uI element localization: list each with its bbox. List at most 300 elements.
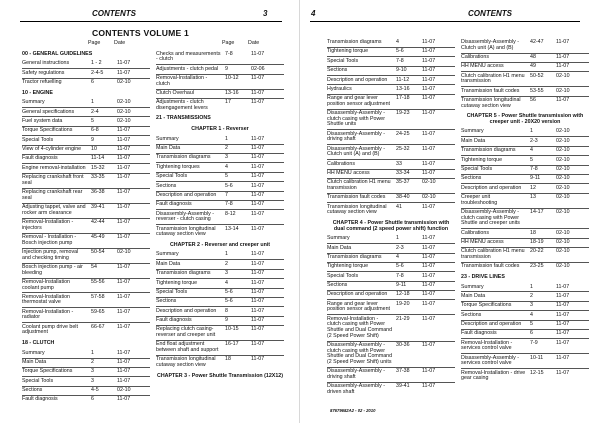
toc-entry-title: Description and operation bbox=[327, 76, 388, 83]
toc-entry-title: Sections bbox=[461, 311, 482, 318]
toc-entry-title: General instructions bbox=[22, 60, 70, 67]
toc-entry-page: 6 bbox=[530, 330, 533, 337]
toc-entry bbox=[22, 71, 150, 77]
toc-entry-revision: 02-10 bbox=[556, 238, 570, 245]
toc-entry bbox=[156, 137, 284, 143]
toc-entry-title: Replacing clutch casing-reverser and creeper unit bbox=[156, 326, 216, 338]
entry-divider bbox=[156, 259, 284, 260]
toc-entry-page: 30-36 bbox=[396, 341, 410, 348]
toc-entry bbox=[461, 249, 589, 260]
toc-entry-page: 16-17 bbox=[225, 341, 239, 348]
toc-entry bbox=[461, 40, 589, 51]
toc-entry-page: 1 bbox=[396, 235, 399, 242]
toc-entry bbox=[461, 98, 589, 109]
toc-entry-title: Removal-Installation - services control valve bbox=[461, 339, 513, 352]
volume-title: CONTENTS VOLUME 1 bbox=[92, 28, 189, 38]
toc-entry-title: Summary bbox=[156, 251, 179, 258]
toc-entry-page: 10-15 bbox=[225, 326, 239, 333]
toc-entry bbox=[461, 148, 589, 154]
toc-entry-revision: 02-10 bbox=[556, 128, 570, 135]
toc-entry-page: 2 bbox=[225, 260, 228, 267]
toc-entry-page: 24-25 bbox=[396, 130, 410, 137]
toc-entry-page: 3 bbox=[225, 270, 228, 277]
entry-divider bbox=[461, 71, 589, 72]
toc-entry-page: 5-6 bbox=[225, 298, 233, 305]
toc-entry-title: Replacing crankshaft rear seal bbox=[22, 189, 83, 201]
toc-entry bbox=[461, 186, 589, 192]
toc-entry-revision: 11-07 bbox=[117, 349, 131, 356]
toc-entry-title: Disassembly-Assembly - services control valve bbox=[461, 354, 519, 367]
toc-entry-revision: 11-07 bbox=[251, 210, 265, 217]
toc-entry bbox=[461, 313, 589, 319]
toc-entry-title: Transmission diagrams bbox=[461, 147, 516, 154]
toc-entry-page: 25-32 bbox=[396, 145, 410, 152]
toc-entry-page: 2 bbox=[530, 292, 533, 299]
toc-entry-title: Removal-Installation - drive gear casing bbox=[461, 369, 526, 382]
toc-entry bbox=[327, 255, 455, 261]
toc-entry-page: 9-11 bbox=[530, 175, 541, 182]
toc-entry-title: Summary bbox=[22, 99, 45, 106]
column-header-spacer bbox=[156, 41, 222, 47]
entry-divider bbox=[156, 278, 284, 279]
toc-entry-title: Summary bbox=[461, 283, 484, 290]
entry-divider bbox=[327, 84, 455, 85]
toc-entry-title: Replacing crankshaft front seal bbox=[22, 174, 84, 186]
toc-entry-page: 6 bbox=[91, 396, 94, 403]
toc-entry-title: Clutch calibration H1 menu transmission bbox=[461, 72, 525, 85]
toc-entry-title: Fault diagnosis bbox=[461, 330, 497, 337]
toc-entry-title: General specifications bbox=[22, 108, 75, 115]
entry-divider bbox=[461, 155, 589, 156]
toc-entry-revision: 11-07 bbox=[422, 39, 436, 45]
toc-entry bbox=[22, 379, 150, 385]
toc-entry-page: 3 bbox=[91, 377, 94, 384]
toc-entry-title: Transmission fault codes bbox=[461, 87, 520, 94]
toc-entry-page: 33 bbox=[396, 160, 402, 167]
toc-entry-title: Sections bbox=[327, 67, 348, 74]
toc-entry-page: 38-40 bbox=[396, 194, 410, 201]
toc-entry bbox=[461, 129, 589, 135]
toc-entry-page: 5 bbox=[530, 321, 533, 327]
toc-entry bbox=[461, 176, 589, 182]
toc-entry bbox=[327, 78, 455, 84]
toc-entry-revision: 02-10 bbox=[117, 387, 131, 394]
toc-column-1 bbox=[22, 41, 150, 403]
column-header bbox=[156, 41, 284, 47]
toc-entry-revision: 11-07 bbox=[117, 396, 131, 403]
toc-entry-page: 6-8 bbox=[91, 127, 99, 134]
right-header-page-number: 4 bbox=[311, 9, 316, 18]
toc-entry-page: 55-56 bbox=[91, 278, 105, 285]
toc-entry-page: 42-44 bbox=[91, 219, 105, 226]
toc-entry-title: Removal-Installation - clutch bbox=[156, 74, 208, 87]
toc-entry-page: 13-16 bbox=[396, 85, 410, 92]
toc-entry bbox=[22, 295, 150, 306]
toc-entry-revision: 02-10 bbox=[556, 175, 570, 182]
entry-divider bbox=[461, 353, 589, 354]
toc-entry-title: Special Tools bbox=[22, 377, 54, 384]
toc-entry-page: 3 bbox=[91, 368, 94, 375]
toc-entry-revision: 11-07 bbox=[251, 279, 265, 286]
toc-entry-title: Description and operation bbox=[461, 184, 522, 191]
toc-entry-page: 2-4-5 bbox=[91, 69, 104, 76]
toc-entry-revision: 02-10 bbox=[556, 156, 570, 163]
toc-entry-title: Disassembly-Assembly - Clutch unit (A) and (B) bbox=[461, 39, 519, 51]
toc-entry-revision: 02-10 bbox=[422, 179, 436, 186]
toc-entry-title: Main Data bbox=[461, 137, 486, 144]
toc-entry-title: End float adjustment between shaft and support bbox=[156, 341, 219, 353]
toc-entry-revision: 11-07 bbox=[556, 53, 570, 60]
toc-entry bbox=[156, 174, 284, 180]
toc-entry-revision: 11-07 bbox=[117, 219, 131, 226]
toc-entry-revision: 11-07 bbox=[251, 191, 265, 198]
toc-entry-page: 1 bbox=[225, 135, 228, 142]
toc-entry bbox=[156, 290, 284, 296]
toc-entry-page: 12-18 bbox=[396, 291, 410, 298]
toc-entry bbox=[156, 193, 284, 199]
toc-entry-title: Main Data bbox=[327, 244, 352, 251]
toc-entry bbox=[461, 356, 589, 367]
toc-entry-title: Safety regulations bbox=[22, 69, 65, 76]
toc-entry-title: Torque Specifications bbox=[461, 302, 512, 309]
entry-divider bbox=[327, 144, 455, 145]
toc-entry bbox=[156, 262, 284, 268]
toc-entry bbox=[156, 184, 284, 190]
entry-divider bbox=[327, 271, 455, 272]
toc-entry-revision: 02-10 bbox=[556, 72, 570, 79]
toc-entry bbox=[156, 227, 284, 238]
toc-entry-title: Adjustments - clutch disengagement levers bbox=[156, 99, 208, 111]
toc-entry-title: Removal-Installation thermostat valve bbox=[22, 293, 70, 306]
entry-divider bbox=[461, 183, 589, 184]
toc-entry-page: 45-49 bbox=[91, 234, 105, 240]
toc-entry-revision: 11-07 bbox=[422, 95, 436, 102]
toc-entry-title: Transmission fault codes bbox=[327, 194, 386, 201]
toc-entry-page: 9-10 bbox=[396, 67, 407, 74]
toc-entry-page: 4 bbox=[225, 163, 228, 170]
toc-entry-page: 4 bbox=[396, 39, 399, 45]
toc-entry-title: Description and operation bbox=[461, 321, 522, 327]
toc-entry bbox=[22, 250, 150, 261]
toc-entry-revision: 11-07 bbox=[251, 154, 265, 161]
toc-entry-revision: 02-10 bbox=[117, 108, 131, 115]
toc-entry bbox=[461, 285, 589, 291]
toc-entry bbox=[327, 317, 455, 339]
entry-divider bbox=[461, 86, 589, 87]
toc-entry-revision: 11-07 bbox=[251, 74, 265, 81]
toc-entry-page: 37-38 bbox=[396, 368, 410, 375]
column-header-page: Page bbox=[222, 40, 235, 46]
toc-entry bbox=[156, 299, 284, 305]
toc-entry bbox=[156, 318, 284, 324]
toc-entry-page: 11-12 bbox=[396, 76, 410, 83]
toc-entry-title: Transmission longitudinal cutaway section view bbox=[156, 356, 216, 368]
toc-entry bbox=[327, 292, 455, 298]
entry-divider bbox=[22, 322, 150, 323]
toc-entry bbox=[22, 166, 150, 172]
toc-entry-page: 21-29 bbox=[396, 315, 410, 322]
entry-divider bbox=[22, 135, 150, 136]
toc-entry-page: 10-12 bbox=[225, 74, 239, 81]
toc-entry-page: 1 - 2 bbox=[91, 60, 102, 67]
toc-entry-title: Transmission diagrams bbox=[156, 270, 211, 277]
toc-entry-page: 5-6 bbox=[396, 48, 404, 55]
toc-entry-revision: 11-07 bbox=[117, 174, 131, 181]
entry-divider bbox=[22, 292, 150, 293]
toc-entry-page: 18 bbox=[530, 229, 536, 236]
toc-entry-revision: 02-06 bbox=[251, 65, 265, 72]
toc-entry-revision: 11-07 bbox=[117, 136, 131, 143]
toc-entry bbox=[461, 158, 589, 164]
toc-entry-revision: 11-07 bbox=[117, 164, 131, 171]
entry-divider bbox=[22, 68, 150, 69]
toc-entry-title: Fuel system data bbox=[22, 117, 63, 124]
toc-entry-revision: 11-07 bbox=[422, 130, 436, 137]
toc-entry bbox=[22, 205, 150, 216]
toc-entry-page: 9 bbox=[91, 136, 94, 143]
toc-entry-page: 59-65 bbox=[91, 308, 105, 315]
toc-entry bbox=[22, 175, 150, 186]
toc-entry-title: Clutch calibration H1 menu transmission bbox=[327, 179, 391, 192]
toc-entry-page: 4 bbox=[396, 253, 399, 260]
toc-entry-title: Fault diagnosis bbox=[22, 396, 58, 403]
toc-entry bbox=[156, 281, 284, 287]
toc-entry-revision: 11-07 bbox=[251, 89, 265, 96]
toc-entry bbox=[327, 302, 455, 313]
toc-entry bbox=[327, 264, 455, 270]
toc-entry-page: 41 bbox=[396, 203, 402, 210]
toc-entry-title: Special Tools bbox=[327, 272, 359, 279]
toc-entry bbox=[327, 171, 455, 177]
toc-entry bbox=[156, 155, 284, 161]
toc-entry bbox=[156, 165, 284, 171]
section-heading: 00 - GENERAL GUIDELINES bbox=[22, 50, 93, 57]
toc-entry-revision: 02-10 bbox=[117, 248, 131, 255]
toc-entry bbox=[156, 357, 284, 368]
toc-entry-revision: 11-07 bbox=[117, 323, 131, 330]
toc-entry-revision: 11-07 bbox=[556, 63, 570, 70]
entry-divider bbox=[461, 136, 589, 137]
toc-entry-title: Calibrations bbox=[327, 160, 355, 167]
toc-entry bbox=[156, 52, 284, 63]
toc-entry-page: 7 bbox=[225, 191, 228, 198]
toc-entry-revision: 11-07 bbox=[117, 368, 131, 375]
toc-entry-page: 7-8 bbox=[396, 57, 404, 64]
toc-entry-title: Special Tools bbox=[461, 165, 493, 172]
toc-entry-page: 9 bbox=[225, 317, 228, 324]
toc-entry-revision: 11-07 bbox=[251, 201, 265, 208]
toc-entry-title: Bosch injection pump - air bleeding bbox=[22, 263, 83, 276]
toc-entry-page: 1 bbox=[530, 128, 533, 135]
toc-entry-revision: 11-07 bbox=[251, 326, 265, 333]
toc-entry-revision: 02-10 bbox=[556, 263, 570, 270]
toc-entry-page: 20-22 bbox=[530, 248, 544, 255]
toc-entry-revision: 11-07 bbox=[556, 330, 570, 337]
toc-entry bbox=[22, 280, 150, 291]
toc-entry bbox=[461, 139, 589, 145]
toc-entry-revision: 02-10 bbox=[556, 137, 570, 144]
toc-entry-title: Main Data bbox=[156, 145, 181, 152]
left-header-rule bbox=[20, 21, 282, 22]
toc-entry-revision: 02-10 bbox=[117, 117, 131, 124]
toc-entry-revision: 11-07 bbox=[251, 270, 265, 277]
toc-column-4 bbox=[461, 40, 589, 382]
entry-divider bbox=[156, 306, 284, 307]
entry-divider bbox=[461, 338, 589, 339]
toc-entry-title: Transmission longitudinal cutaway section view bbox=[156, 225, 216, 238]
toc-entry-page: 5-6 bbox=[225, 288, 233, 295]
toc-entry bbox=[327, 384, 455, 395]
toc-entry bbox=[22, 397, 150, 403]
toc-entry-page: 6 bbox=[91, 78, 94, 85]
toc-entry-revision: 11-07 bbox=[117, 293, 131, 300]
toc-entry-revision: 11-07 bbox=[251, 298, 265, 305]
toc-entry-title: Sections bbox=[156, 298, 177, 305]
toc-entry-revision: 11-07 bbox=[117, 204, 131, 211]
toc-entry-page: 7-8 bbox=[225, 50, 233, 57]
toc-entry-title: Transmission diagrams bbox=[327, 39, 382, 45]
toc-entry-revision: 11-07 bbox=[117, 263, 131, 270]
toc-entry-page: 1 bbox=[91, 349, 94, 356]
toc-entry-revision: 11-07 bbox=[117, 60, 131, 67]
entry-divider bbox=[156, 209, 284, 210]
entry-divider bbox=[461, 368, 589, 369]
toc-entry-title: Removal-Installation - clutch casing with Power Shuttle and Dual Command (2 Speed Power Shift) bbox=[327, 315, 393, 339]
entry-divider bbox=[327, 314, 455, 315]
toc-entry-title: Main Data bbox=[156, 260, 181, 267]
toc-entry-page: 4 bbox=[530, 147, 533, 154]
toc-entry-title: Coolant pump drive belt adjustment bbox=[22, 323, 78, 336]
toc-entry-page: 15-32 bbox=[91, 164, 105, 171]
toc-entry-title: Summary bbox=[461, 128, 484, 135]
toc-entry-page: 10 bbox=[91, 146, 97, 152]
toc-entry-revision: 11-07 bbox=[422, 57, 436, 64]
toc-entry bbox=[156, 212, 284, 223]
section-heading: CHAPTER 1 - Reverser bbox=[191, 126, 249, 133]
toc-entry-title: Tightening torque bbox=[156, 279, 198, 286]
entry-divider bbox=[327, 56, 455, 57]
toc-entry-revision: 11-07 bbox=[251, 260, 265, 267]
toc-entry-title: Removal-Installation - radiator bbox=[22, 308, 74, 321]
toc-entry-title: Disassembly-Assembly - clutch casing with Power Shuttle units bbox=[327, 110, 385, 128]
toc-entry-page: 13 bbox=[530, 194, 536, 201]
toc-entry-revision: 11-07 bbox=[422, 203, 436, 210]
toc-entry bbox=[461, 322, 589, 328]
toc-entry bbox=[327, 87, 455, 93]
toc-entry-title: Description and operation bbox=[156, 307, 217, 314]
toc-entry bbox=[461, 264, 589, 270]
section-heading: CHAPTER 3 - Power Shuttle Transmission (12X12) bbox=[157, 372, 283, 379]
toc-entry-revision: 11-07 bbox=[422, 272, 436, 279]
toc-entry-page: 8-12 bbox=[225, 210, 236, 217]
toc-entry-page: 17-18 bbox=[396, 95, 410, 102]
toc-entry bbox=[156, 327, 284, 338]
toc-entry-title: Sections bbox=[327, 282, 348, 289]
toc-entry-title: HH MENU access bbox=[461, 238, 504, 245]
toc-entry-page: 1 bbox=[91, 99, 94, 106]
toc-entry-revision: 11-07 bbox=[422, 48, 436, 55]
toc-entry-revision: 11-07 bbox=[422, 235, 436, 242]
toc-entry-revision: 11-07 bbox=[556, 292, 570, 299]
toc-entry bbox=[22, 310, 150, 321]
toc-entry-page: 49 bbox=[530, 63, 536, 70]
toc-entry-title: Description and operation bbox=[156, 191, 217, 198]
toc-entry-title: Summary bbox=[22, 349, 45, 356]
toc-entry-revision: 11-07 bbox=[251, 341, 265, 348]
entry-divider bbox=[327, 243, 455, 244]
toc-entry-title: Transmission longitudinal cutaway section view bbox=[327, 203, 387, 216]
toc-entry-revision: 02-10 bbox=[556, 229, 570, 236]
toc-entry bbox=[461, 55, 589, 61]
toc-entry-title: HH MENU access bbox=[461, 63, 504, 70]
page-footer: 87679682A2 - 02 - 2010 bbox=[330, 408, 376, 413]
toc-entry bbox=[22, 156, 150, 162]
toc-entry-title: Transmission fault codes bbox=[461, 263, 520, 270]
toc-entry bbox=[461, 167, 589, 173]
toc-entry-title: Disassembly-Assembly - driven shaft bbox=[327, 383, 385, 395]
toc-entry-revision: 11-07 bbox=[556, 302, 570, 309]
toc-entry-page: 1 bbox=[225, 251, 228, 258]
toc-entry-revision: 11-07 bbox=[422, 170, 436, 177]
toc-entry-revision: 11-07 bbox=[556, 369, 570, 376]
toc-entry-page: 5 bbox=[530, 156, 533, 163]
toc-entry-title: Range and gear lever position sensor adjustment bbox=[327, 95, 391, 107]
toc-entry-revision: 11-07 bbox=[251, 225, 265, 232]
toc-entry-revision: 11-07 bbox=[556, 354, 570, 361]
toc-entry-title: Main Data bbox=[461, 292, 486, 299]
entry-divider bbox=[156, 162, 284, 163]
toc-entry-title: Sections bbox=[156, 182, 177, 189]
toc-entry bbox=[22, 360, 150, 366]
toc-entry-title: Injection pump, removal and checking timing bbox=[22, 248, 79, 261]
toc-entry bbox=[327, 59, 455, 65]
toc-entry bbox=[461, 231, 589, 237]
toc-entry bbox=[156, 91, 284, 97]
toc-entry-page: 53-55 bbox=[530, 87, 544, 94]
toc-entry bbox=[461, 303, 589, 309]
toc-entry-title: Summary bbox=[156, 135, 179, 142]
toc-entry-revision: 11-07 bbox=[117, 308, 131, 315]
toc-entry bbox=[22, 80, 150, 86]
toc-entry-revision: 11-07 bbox=[556, 39, 570, 45]
toc-entry-page: 9 bbox=[225, 65, 228, 72]
toc-entry-title: Disassembly-Assembly - driving shaft bbox=[327, 368, 385, 380]
toc-entry-title: Transmission longitudinal cutaway section view bbox=[461, 97, 521, 109]
toc-entry bbox=[327, 162, 455, 168]
toc-entry-title: Description and operation bbox=[327, 291, 388, 298]
toc-entry-title: Special Tools bbox=[22, 136, 54, 143]
toc-entry-page: 50-52 bbox=[530, 72, 544, 79]
toc-entry-page: 1 bbox=[530, 283, 533, 290]
toc-entry-title: Tightening torque bbox=[461, 156, 503, 163]
toc-entry bbox=[22, 235, 150, 246]
section-heading: CHAPTER 5 - Power Shuttle transmission with creeper unit - 20X20 version bbox=[466, 113, 584, 125]
toc-entry-title: Main Data bbox=[22, 358, 47, 365]
toc-entry-page: 3 bbox=[225, 154, 228, 161]
toc-entry bbox=[156, 309, 284, 315]
toc-entry-revision: 02-10 bbox=[117, 99, 131, 106]
toc-entry bbox=[22, 110, 150, 116]
toc-entry-page: 18-19 bbox=[530, 238, 544, 245]
toc-entry-title: Transmission diagrams bbox=[156, 154, 211, 161]
toc-entry-page: 13-14 bbox=[225, 225, 239, 232]
toc-entry-revision: 11-07 bbox=[556, 339, 570, 346]
toc-entry-page: 7-9 bbox=[530, 339, 538, 346]
entry-divider bbox=[156, 181, 284, 182]
toc-entry-page: 35-37 bbox=[396, 179, 410, 186]
toc-entry-page: 56 bbox=[530, 97, 536, 104]
toc-entry-revision: 11-07 bbox=[251, 135, 265, 142]
